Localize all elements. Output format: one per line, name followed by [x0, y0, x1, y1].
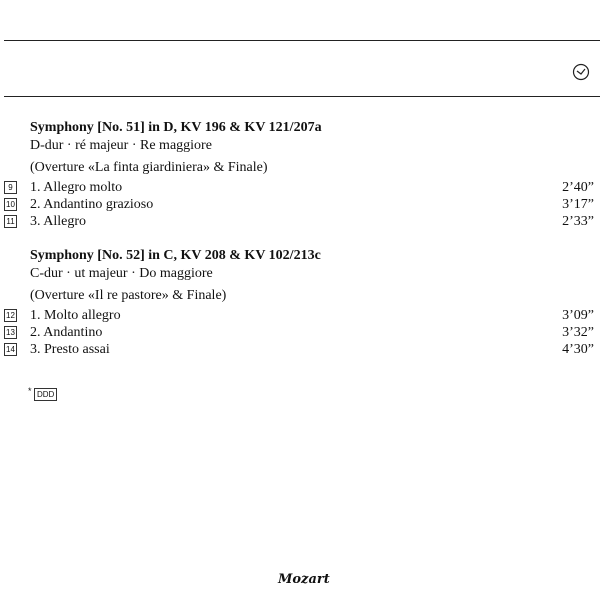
clock-icon — [572, 63, 590, 81]
top-rule — [4, 40, 600, 41]
track-number: 14 — [4, 343, 17, 356]
track-row[interactable] — [0, 308, 600, 325]
mozart-signature: Mozart — [278, 572, 330, 587]
track-number: 13 — [4, 326, 17, 339]
track-title: 2. Andantino — [30, 325, 103, 340]
symphony-52-header — [30, 248, 600, 304]
track-number: 10 — [4, 198, 17, 211]
track-duration: 3’17” — [562, 197, 594, 212]
track-row[interactable] — [0, 214, 600, 231]
ddd-badge: DDD — [34, 388, 57, 401]
track-title: 3. Presto assai — [30, 342, 110, 357]
track-title: 3. Allegro — [30, 214, 86, 229]
footnote-star: * — [28, 386, 32, 396]
track-duration: 3’09” — [562, 308, 594, 323]
symphony-51-header — [30, 120, 600, 176]
track-duration: 3’32” — [562, 325, 594, 340]
track-duration: 2’33” — [562, 214, 594, 229]
track-title: 1. Allegro molto — [30, 180, 123, 195]
track-title: 1. Molto allegro — [30, 308, 121, 323]
track-number: 12 — [4, 309, 17, 322]
symphony-keys: C-dur · ut majeur · Do maggiore — [30, 266, 213, 281]
track-row[interactable] — [0, 197, 600, 214]
track-row[interactable] — [0, 342, 600, 359]
symphony-note: (Overture «Il re pastore» & Finale) — [30, 288, 227, 303]
symphony-note: (Overture «La finta giardiniera» & Finale) — [30, 160, 268, 175]
track-row[interactable] — [0, 180, 600, 197]
track-number: 11 — [4, 215, 17, 228]
track-duration: 2’40” — [562, 180, 594, 195]
symphony-title: Symphony [No. 51] in D, KV 196 & KV 121/207a — [30, 120, 322, 135]
track-number: 9 — [4, 181, 17, 194]
symphony-keys: D-dur · ré majeur · Re maggiore — [30, 138, 212, 153]
symphony-title: Symphony [No. 52] in C, KV 208 & KV 102/213c — [30, 248, 321, 263]
track-row[interactable] — [0, 325, 600, 342]
track-duration: 4’30” — [562, 342, 594, 357]
track-title: 2. Andantino grazioso — [30, 197, 154, 212]
header-rule — [4, 96, 600, 97]
